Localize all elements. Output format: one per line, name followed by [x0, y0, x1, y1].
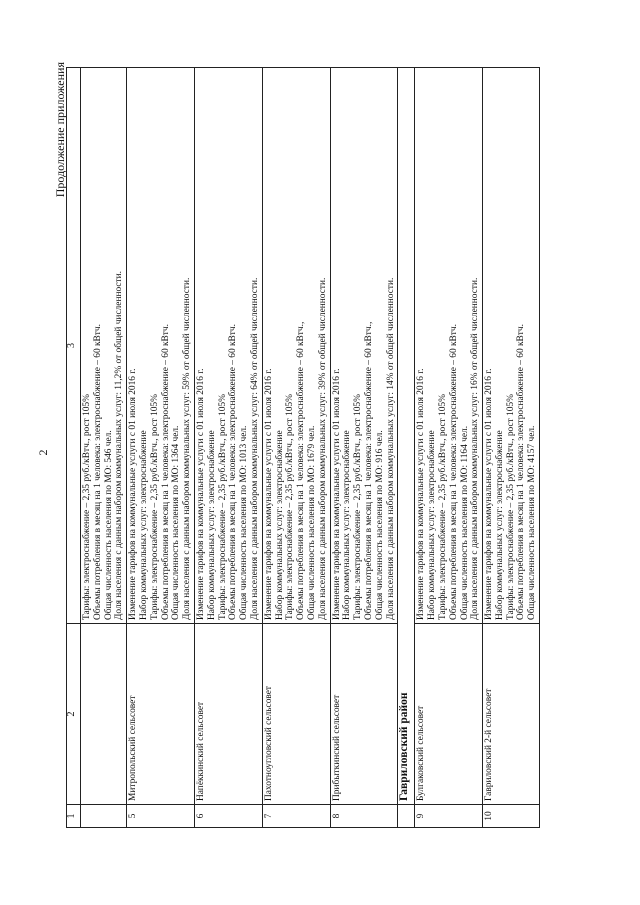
detail-line: Общая численность населения по МО: 1013 чел. [239, 425, 250, 620]
tariff-table [66, 67, 540, 828]
table-row [330, 68, 398, 828]
municipality-name [81, 624, 127, 805]
detail-line: Объемы потребления в месяц на 1 человека: электроснабжение – 60 кВтч. [160, 324, 171, 620]
detail-line: Изменение тарифов на коммунальные услуги с 01 июля 2016 г. [484, 368, 495, 620]
detail-line: Объемы потребления в месяц на 1 человека: электроснабжение – 60 кВтч. [448, 324, 459, 620]
detail-line: Набор коммунальных услуг: электроснабжение [206, 430, 217, 620]
detail-line: Общая численность населения по МО: 1164 чел. [459, 425, 470, 620]
detail-line: Общая численность населения по МО: 1364 чел. [171, 425, 182, 620]
detail-line: Набор коммунальных услуг: электроснабжение [274, 430, 285, 620]
table-row [81, 68, 127, 828]
row-details [415, 68, 483, 624]
detail-line: Набор коммунальных услуг: электроснабжение [427, 430, 438, 620]
detail-line: Общая численность населения по МО: 1679 чел. [306, 425, 317, 620]
municipality-name: Пахотноугловский сельсовет [262, 624, 330, 805]
row-details [81, 68, 127, 624]
row-details [262, 68, 330, 624]
detail-line: Тарифы: электроснабжение – 2,35 руб./кВтч., рост 105% [353, 394, 364, 620]
municipality-name: Прибыткинский сельсовет [330, 624, 398, 805]
detail-line: Изменение тарифов на коммунальные услуги с 01 июля 2016 г. [128, 368, 139, 620]
detail-line: Изменение тарифов на коммунальные услуги с 01 июля 2016 г. [263, 368, 274, 620]
detail-line: Набор коммунальных услуг: электроснабжение [342, 430, 353, 620]
header-row [67, 68, 81, 828]
table-row [262, 68, 330, 828]
detail-line: Доля населения с данным набором коммунальных услуг: 16% от общей численности. [470, 277, 481, 620]
table-row [415, 68, 483, 828]
row-number: 5 [127, 805, 195, 828]
table-row [194, 68, 262, 828]
detail-line: Тарифы: электроснабжение – 2,35 руб./кВтч., рост 105% [149, 394, 160, 620]
detail-line: Доля населения с данным набором коммунальных услуг: 39% от общей численности. [317, 277, 328, 620]
row-number: 8 [330, 805, 398, 828]
detail-line: Изменение тарифов на коммунальные услуги с 01 июля 2016 г. [331, 368, 342, 620]
row-details [194, 68, 262, 624]
district-row [398, 68, 415, 828]
detail-line: Изменение тарифов на коммунальные услуги с 01 июля 2016 г. [195, 368, 206, 620]
header-col-1: 1 [67, 805, 81, 828]
detail-line: Общая численность населения по МО: 546 чел. [103, 430, 114, 620]
detail-line: Объемы потребления в месяц на 1 человека: электроснабжение – 60 кВтч. [516, 324, 527, 620]
detail-line: Изменение тарифов на коммунальные услуги с 01 июля 2016 г. [416, 368, 427, 620]
row-number: 6 [194, 805, 262, 828]
detail-line: Доля населения с данным набором коммунальных услуг: 59% от общей численности. [182, 277, 193, 620]
row-details [330, 68, 398, 624]
detail-line: Доля населения с данным набором коммунальных услуг: 14% от общей численности. [385, 277, 396, 620]
municipality-name: Напёккинский сельсовет [194, 624, 262, 805]
row-number: 10 [483, 805, 540, 828]
row-number: 7 [262, 805, 330, 828]
table-row [127, 68, 195, 828]
detail-line: Общая численность населения по МО: 916 чел. [374, 430, 385, 620]
detail-line: Тарифы: электроснабжение – 2,35 руб./кВтч., рост 105% [437, 394, 448, 620]
detail-line: Тарифы: электроснабжение – 2,35 руб./кВтч., рост 105% [217, 394, 228, 620]
page-number: 2 [36, 449, 50, 456]
detail-line: Набор коммунальных услуг: электроснабжение [494, 430, 505, 620]
detail-line: Тарифы: электроснабжение – 2,35 руб./кВтч., рост 105% [82, 394, 92, 620]
row-details [483, 68, 540, 624]
table-row [483, 68, 540, 828]
detail-line: Набор коммунальных услуг: электроснабжение [138, 430, 149, 620]
detail-line: Объемы потребления в месяц на 1 человека: электроснабжение – 60 кВтч. [228, 324, 239, 620]
district-name: Гавриловский район [398, 68, 415, 805]
detail-line: Объемы потребления в месяц на 1 человека: электроснабжение – 60 кВтч. [92, 324, 103, 620]
district-num-cell [398, 805, 415, 828]
header-col-2: 2 [67, 624, 81, 805]
detail-line: Объемы потребления в месяц на 1 человека: электроснабжение – 60 кВтч., [363, 321, 374, 620]
municipality-name: Булгаковский сельсовет [415, 624, 483, 805]
row-details [127, 68, 195, 624]
detail-line: Доля населения с данным набором коммунальных услуг: 11,2% от общей численности. [114, 270, 125, 620]
appendix-continuation-title: Продолжение приложения [53, 62, 67, 198]
municipality-name: Митропольский сельсовет [127, 624, 195, 805]
detail-line: Объемы потребления в месяц на 1 человека: электроснабжение – 60 кВтч., [296, 321, 307, 620]
detail-line: Доля населения с данным набором коммунальных услуг: 64% от общей численности. [249, 277, 260, 620]
row-number [81, 805, 127, 828]
municipality-name: Гавриловский 2-й сельсовет [483, 624, 540, 805]
detail-line: Тарифы: электроснабжение – 2,35 руб./кВтч., рост 105% [285, 394, 296, 620]
header-col-3: 3 [67, 68, 81, 624]
row-number: 9 [415, 805, 483, 828]
detail-line: Тарифы: электроснабжение – 2,35 руб./кВтч., рост 105% [505, 394, 516, 620]
detail-line: Общая численность населения по МО: 4157 чел. [527, 425, 538, 620]
